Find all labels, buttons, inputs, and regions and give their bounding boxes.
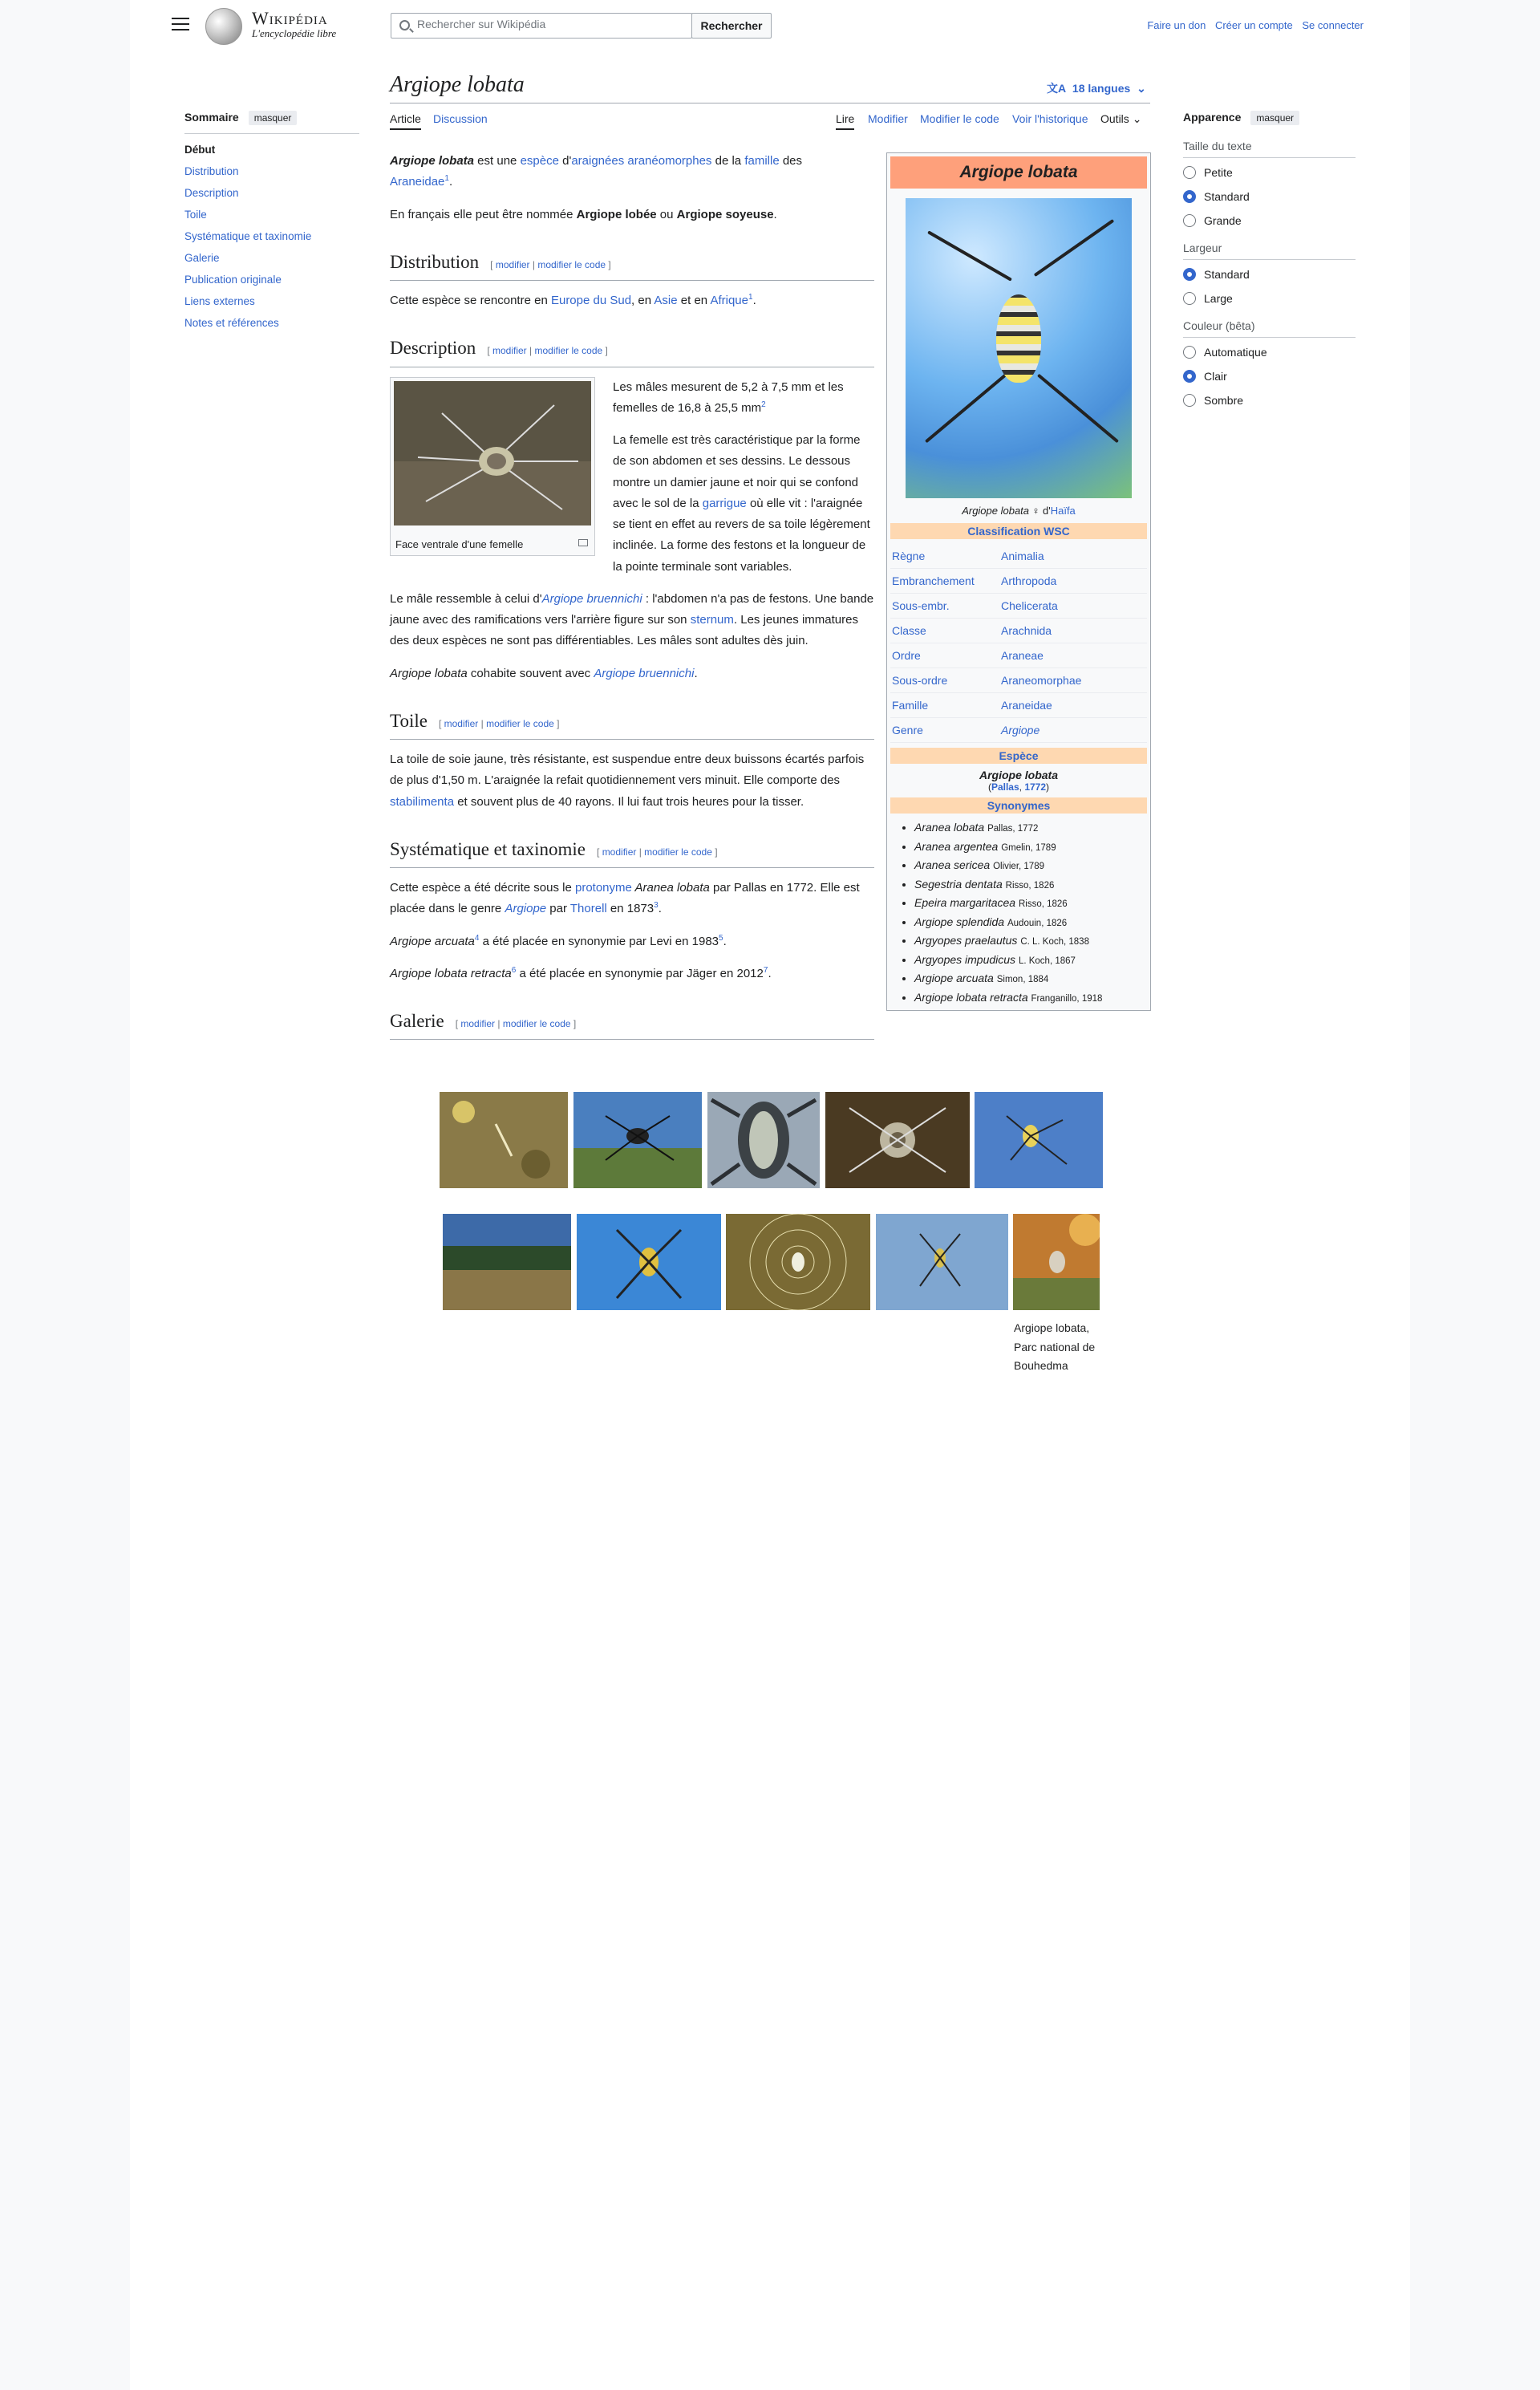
reference-7[interactable]: 7 <box>763 965 768 975</box>
gallery-caption: Argiope lobata, Parc national de Bouhedma <box>1014 1321 1096 1373</box>
personal-tools <box>1141 19 1364 31</box>
classification-row <box>890 668 1147 693</box>
text: en 1873 <box>606 902 654 916</box>
text: est une <box>474 154 521 168</box>
text: En français elle peut être nommée <box>390 207 577 221</box>
reference-1[interactable]: 1 <box>748 293 753 302</box>
text: La toile de soie jaune, très résistante, est suspendue entre deux buissons écartés parfois de plus d'1,50 m. L'araignée la refait quotidiennement vers minuit. Elle comporte des <box>390 753 865 788</box>
radio-circle-checked <box>1183 370 1196 383</box>
heading-toile <box>390 705 874 740</box>
radio-label: Automatique <box>1204 346 1267 359</box>
radio-width-large[interactable] <box>1183 292 1356 305</box>
radio-label: Petite <box>1204 166 1233 179</box>
radio-label: Sombre <box>1204 394 1244 407</box>
text: . <box>773 207 777 221</box>
species-name: Argiope lobata retracta <box>390 966 512 980</box>
toc-item-debut[interactable]: Début <box>184 144 216 156</box>
edit-source-link[interactable]: modifier le code <box>534 345 603 357</box>
description-paragraph-3 <box>390 589 874 652</box>
link-thorell[interactable]: Thorell <box>569 902 607 916</box>
divider <box>1183 337 1356 338</box>
appearance-panel <box>1183 111 1356 418</box>
classification-rank[interactable]: Classe <box>892 624 926 637</box>
spider-leg <box>925 374 1007 444</box>
infobox-image-caption <box>890 505 1147 517</box>
infobox <box>886 152 1151 1011</box>
edit-link[interactable]: modifier <box>460 1018 496 1029</box>
radio-circle <box>1183 346 1196 359</box>
bold-name: Argiope soyeuse <box>676 207 774 221</box>
synonym-item <box>914 969 1147 988</box>
classification-header[interactable]: Classification WSC <box>890 523 1147 539</box>
radio-circle-checked <box>1183 268 1196 281</box>
espece-name: Argiope lobata <box>979 769 1058 781</box>
appearance-title: Apparence <box>1183 111 1242 124</box>
link-argiope-bruennichi[interactable]: Argiope bruennichi <box>541 591 642 606</box>
intro-bold: Argiope lobata <box>390 154 475 168</box>
espece-author: (Pallas, 1772) <box>987 781 1050 793</box>
text: . <box>752 294 756 307</box>
radio-circle <box>1183 292 1196 305</box>
spider-leg <box>1037 374 1119 444</box>
gallery-image-10[interactable] <box>1013 1214 1100 1310</box>
link-pallas[interactable]: Pallas <box>991 781 1019 793</box>
tab-edit-source[interactable]: Modifier le code <box>920 112 999 125</box>
text: . <box>658 902 662 916</box>
tab-edit[interactable]: Modifier <box>868 112 908 125</box>
radio-circle-checked <box>1183 190 1196 203</box>
synonym-name: Argiope lobata retracta <box>914 990 1028 1004</box>
heading-distribution <box>390 246 874 281</box>
heading-galerie <box>390 1005 874 1040</box>
synonym-name: Segestria dentata <box>914 877 1003 891</box>
text: a été placée en synonymie par Jäger en 2012 <box>516 966 764 980</box>
synonym-author: Pallas, 1772 <box>987 824 1039 834</box>
text: et souvent plus de 40 rayons. Il lui faut trois heures pour la tisser. <box>454 794 804 809</box>
link-garrigue[interactable]: garrigue <box>702 496 747 510</box>
text: . <box>448 175 453 189</box>
text: d' <box>558 154 572 168</box>
divider <box>1183 259 1356 260</box>
edit-link[interactable]: modifier <box>602 846 637 858</box>
synonym-author: Franganillo, 1918 <box>1031 993 1103 1004</box>
text: . Les jeunes immatures des deux espèces ne sont pas différentiables. Les mâles sont adultes dès juin. <box>390 613 858 648</box>
link-sternum[interactable]: sternum <box>690 613 734 627</box>
donate-link[interactable]: Faire un don <box>1147 19 1206 31</box>
search-box[interactable] <box>391 13 692 39</box>
edit-link[interactable]: modifier <box>495 258 530 270</box>
synonym-item <box>914 856 1147 875</box>
toc-item-distribution[interactable]: Distribution <box>184 165 239 177</box>
text: La femelle est très caractéristique par la forme de son abdomen et ses dessins. Le dessous montre un damier jaune et noir qui se confond avec le sol de la <box>613 433 861 510</box>
tools-label: Outils <box>1100 112 1129 125</box>
radio-color-dark[interactable] <box>1183 394 1356 407</box>
classification-taxon[interactable]: Chelicerata <box>1001 599 1058 612</box>
edit-links: [ modifier | modifier le code ] <box>455 1018 577 1029</box>
classification-rank[interactable]: Genre <box>892 724 923 736</box>
edit-link[interactable]: modifier <box>492 345 527 357</box>
reference-2[interactable]: 2 <box>761 400 766 409</box>
edit-links: [ modifier | modifier le code ] <box>438 717 560 729</box>
synonym-item <box>914 875 1147 895</box>
reference-5[interactable]: 5 <box>719 933 723 943</box>
edit-link[interactable]: modifier <box>444 717 479 729</box>
synonym-item <box>914 913 1147 932</box>
synonym-item <box>914 894 1147 913</box>
species-name: Argiope lobata <box>390 666 468 680</box>
reference-4[interactable]: 4 <box>474 933 480 943</box>
table-of-contents <box>184 111 359 339</box>
synonym-author: Olivier, 1789 <box>993 862 1044 872</box>
classification-taxon[interactable]: Araneomorphae <box>1001 674 1082 687</box>
radio-color-auto[interactable] <box>1183 346 1356 359</box>
translate-icon: 文A <box>1047 82 1067 95</box>
caption-text: ♀ d' <box>1029 505 1051 517</box>
classification-rank[interactable]: Embranchement <box>892 574 975 587</box>
edit-source-link[interactable]: modifier le code <box>537 258 606 270</box>
synonym-author: Risso, 1826 <box>1005 880 1055 891</box>
gallery-image-4[interactable] <box>825 1092 970 1188</box>
text: : l'abdomen n'a pas de festons. Une bande jaune avec des ramifications vers l'arrière figure sur son <box>390 591 874 627</box>
radio-label: Standard <box>1204 190 1250 203</box>
page-title: Argiope lobata <box>390 72 525 97</box>
appearance-header <box>1183 111 1356 125</box>
heading-systematique <box>390 834 874 868</box>
gallery-image-1[interactable] <box>440 1092 568 1188</box>
text: des <box>779 154 803 168</box>
wordmark[interactable] <box>252 8 336 40</box>
gallery-image-2[interactable] <box>573 1092 702 1188</box>
classification-rank[interactable]: Famille <box>892 699 929 712</box>
heading-text: Toile <box>390 710 428 731</box>
species-name: Aranea lobata <box>631 881 710 895</box>
classification-rank[interactable]: Sous-ordre <box>892 674 948 687</box>
classification-rank[interactable]: Ordre <box>892 649 921 662</box>
synonym-name: Argyopes impudicus <box>914 952 1016 966</box>
toc-hide-button[interactable]: masquer <box>249 111 298 125</box>
toile-paragraph <box>390 749 874 813</box>
text: . <box>694 666 698 680</box>
espece-header[interactable]: Espèce <box>890 748 1147 764</box>
toc-item-publication[interactable]: Publication originale <box>184 274 282 286</box>
text: où elle vit : l'araignée se tient en effet au revers de sa toile légèrement inclinée. La forme des festons et la longueur de la pointe terminale sont variables. <box>613 496 870 574</box>
edit-source-link[interactable]: modifier le code <box>502 1018 571 1029</box>
heading-text: Galerie <box>390 1011 444 1031</box>
tab-history[interactable]: Voir l'historique <box>1012 112 1088 125</box>
link-espece[interactable]: espèce <box>520 154 559 168</box>
synonym-author: L. Koch, 1867 <box>1018 956 1076 966</box>
link-argiope-bruennichi[interactable]: Argiope bruennichi <box>594 666 695 680</box>
spider-leg <box>1034 219 1115 277</box>
classification-rank[interactable]: Sous-embr. <box>892 599 950 612</box>
chevron-down-icon: ⌄ <box>1137 82 1146 95</box>
text: par Pallas en 1772. Elle est placée dans le genre <box>390 881 860 916</box>
text: Les mâles mesurent de 5,2 à 7,5 mm et les femelles de 16,8 à 25,5 mm <box>613 379 844 415</box>
article-body <box>390 151 874 1049</box>
text: cohabite souvent avec <box>467 666 594 680</box>
classification-taxon[interactable]: Araneidae <box>1001 699 1052 712</box>
reference-1[interactable]: 1 <box>444 174 449 184</box>
thumbnail-caption: Face ventrale d'une femelle <box>394 533 591 552</box>
systematique-paragraph-3 <box>390 964 874 984</box>
gallery-image-9[interactable] <box>876 1214 1008 1310</box>
classification-row <box>890 594 1147 619</box>
classification-row <box>890 643 1147 668</box>
synonym-author: Simon, 1884 <box>996 975 1049 985</box>
synonym-name: Argiope arcuata <box>914 972 994 985</box>
text: . <box>768 966 772 980</box>
text: ou <box>656 207 677 221</box>
link-araignees[interactable]: araignées aranéomorphes <box>571 154 712 168</box>
synonym-item <box>914 838 1147 857</box>
reference-3[interactable]: 3 <box>654 901 659 911</box>
toc-item-liens[interactable]: Liens externes <box>184 295 255 307</box>
toc-item-description[interactable]: Description <box>184 187 239 199</box>
text: par <box>546 902 570 916</box>
text-size-label: Taille du texte <box>1183 140 1252 152</box>
gallery-image-8[interactable] <box>726 1214 870 1310</box>
spider-body <box>996 294 1041 383</box>
text: Cette espèce a été décrite sous le <box>390 881 575 895</box>
width-label: Largeur <box>1183 241 1222 254</box>
synonym-item <box>914 931 1147 951</box>
text: et en <box>677 294 711 307</box>
synonymes-list <box>890 818 1147 1007</box>
classification-row <box>890 693 1147 718</box>
classification-taxon[interactable]: Animalia <box>1001 550 1044 562</box>
edit-source-link[interactable]: modifier le code <box>486 717 554 729</box>
reference-6[interactable]: 6 <box>511 965 517 975</box>
toc-title: Sommaire <box>184 111 239 124</box>
thumbnail-figure <box>390 377 595 556</box>
bold-name: Argiope lobée <box>576 207 657 221</box>
heading-description <box>390 332 874 367</box>
login-link[interactable]: Se connecter <box>1302 19 1364 31</box>
language-count: 18 langues <box>1072 82 1131 95</box>
synonym-author: Risso, 1826 <box>1018 899 1068 910</box>
synonym-name: Aranea argentea <box>914 839 999 853</box>
radio-color-light[interactable] <box>1183 370 1356 383</box>
heading-text: Description <box>390 338 476 359</box>
color-label: Couleur (bêta) <box>1183 319 1255 332</box>
systematique-paragraph-2 <box>390 931 874 952</box>
text: , en <box>631 294 654 307</box>
divider <box>184 133 359 134</box>
toc-item-galerie[interactable]: Galerie <box>184 252 220 264</box>
synonym-name: Argyopes praelautus <box>914 934 1018 947</box>
classification-taxon[interactable]: Arthropoda <box>1001 574 1057 587</box>
classification-row <box>890 569 1147 594</box>
synonymes-header[interactable]: Synonymes <box>890 797 1147 814</box>
radio-label: Clair <box>1204 370 1227 383</box>
toc-header <box>184 111 359 125</box>
toc-item-notes[interactable]: Notes et références <box>184 317 279 329</box>
toc-item-systematique[interactable]: Systématique et taxinomie <box>184 230 312 242</box>
globe-icon <box>205 8 242 45</box>
radio-width-standard[interactable] <box>1183 268 1356 281</box>
distribution-paragraph <box>390 290 874 311</box>
toc-item-toile[interactable]: Toile <box>184 209 207 221</box>
tools-menu[interactable] <box>1100 112 1141 126</box>
radio-text-large[interactable] <box>1183 214 1356 227</box>
radio-label: Large <box>1204 292 1233 305</box>
link-1772[interactable]: 1772 <box>1024 781 1047 793</box>
link-famille[interactable]: famille <box>744 154 780 168</box>
heading-text: Distribution <box>390 251 480 272</box>
radio-circle <box>1183 214 1196 227</box>
link-protonyme[interactable]: protonyme <box>574 881 632 895</box>
classification-rank[interactable]: Règne <box>892 550 926 562</box>
tab-read[interactable]: Lire <box>836 112 854 130</box>
edit-source-link[interactable]: modifier le code <box>644 846 712 858</box>
radio-text-small[interactable] <box>1183 166 1356 179</box>
radio-label: Standard <box>1204 268 1250 281</box>
radio-label: Grande <box>1204 214 1242 227</box>
synonym-name: Aranea sericea <box>914 858 991 872</box>
classification-row <box>890 544 1147 569</box>
text: Cette espèce se rencontre en <box>390 294 551 307</box>
appearance-hide-button[interactable]: masquer <box>1250 111 1299 125</box>
species-name: Argiope arcuata <box>390 934 475 948</box>
intro-paragraph <box>390 151 874 193</box>
synonym-author: Gmelin, 1789 <box>1001 842 1056 853</box>
heading-text: Systématique et taxinomie <box>390 838 586 859</box>
french-names-paragraph <box>390 205 874 225</box>
wordmark-tagline: L'encyclopédie libre <box>252 27 337 39</box>
thumbnail-image[interactable] <box>394 381 591 525</box>
description-paragraph-4 <box>390 663 874 684</box>
edit-links: [ modifier | modifier le code ] <box>490 258 611 270</box>
chevron-down-icon: ⌄ <box>1132 112 1142 125</box>
gallery-image-5[interactable] <box>975 1092 1103 1188</box>
classification-row <box>890 718 1147 743</box>
language-button[interactable] <box>1047 80 1146 96</box>
infobox-image[interactable] <box>906 198 1132 498</box>
edit-links: [ modifier | modifier le code ] <box>487 345 608 357</box>
caption-species: Argiope lobata <box>962 505 1030 517</box>
text: a été placée en synonymie par Levi en 1983 <box>479 934 719 948</box>
link-argiope[interactable]: Argiope <box>505 902 547 916</box>
link-haifa[interactable]: Haïfa <box>1050 505 1076 517</box>
search-input[interactable] <box>417 18 682 30</box>
gallery-image-6[interactable] <box>443 1214 571 1310</box>
text: Le mâle ressemble à celui d' <box>390 591 542 606</box>
synonym-author: C. L. Koch, 1838 <box>1020 937 1089 947</box>
link-europe-du-sud[interactable]: Europe du Sud <box>550 294 632 307</box>
synonym-item <box>914 818 1147 838</box>
synonym-name: Aranea lobata <box>914 821 985 834</box>
main-menu-icon[interactable] <box>172 18 189 30</box>
link-afrique[interactable]: Afrique <box>710 294 748 307</box>
gallery-image-3[interactable] <box>707 1092 820 1188</box>
synonym-name: Argiope splendida <box>914 915 1005 928</box>
tab-article[interactable]: Article <box>390 112 421 130</box>
divider <box>1183 157 1356 158</box>
search-icon <box>399 20 410 30</box>
link-stabilimenta[interactable]: stabilimenta <box>390 794 455 809</box>
radio-circle <box>1183 394 1196 407</box>
classification-table <box>890 544 1147 743</box>
synonym-item <box>914 988 1147 1008</box>
create-account-link[interactable]: Créer un compte <box>1214 19 1293 31</box>
link-asie[interactable]: Asie <box>654 294 678 307</box>
tab-discussion[interactable]: Discussion <box>433 112 488 125</box>
classification-taxon[interactable]: Arachnida <box>1001 624 1052 637</box>
synonym-name: Epeira margaritacea <box>914 896 1016 910</box>
spider-leg <box>927 230 1012 281</box>
classification-row <box>890 619 1147 643</box>
systematique-paragraph-1 <box>390 878 874 920</box>
search-button[interactable]: Rechercher <box>691 13 772 39</box>
classification-taxon[interactable]: Araneae <box>1001 649 1044 662</box>
wordmark-title: Wikipédia <box>252 8 328 28</box>
wikipedia-logo[interactable] <box>205 8 242 45</box>
gallery-image-7[interactable] <box>577 1214 721 1310</box>
synonym-item <box>914 951 1147 970</box>
radio-circle <box>1183 166 1196 179</box>
text: de la <box>711 154 745 168</box>
synonym-author: Audouin, 1826 <box>1007 918 1068 928</box>
text: . <box>723 934 727 948</box>
infobox-title: Argiope lobata <box>890 156 1147 189</box>
radio-text-standard[interactable] <box>1183 190 1356 203</box>
edit-links: [ modifier | modifier le code ] <box>597 846 718 858</box>
classification-taxon[interactable]: Argiope <box>1001 724 1040 736</box>
link-araneidae[interactable]: Araneidae <box>390 175 445 189</box>
